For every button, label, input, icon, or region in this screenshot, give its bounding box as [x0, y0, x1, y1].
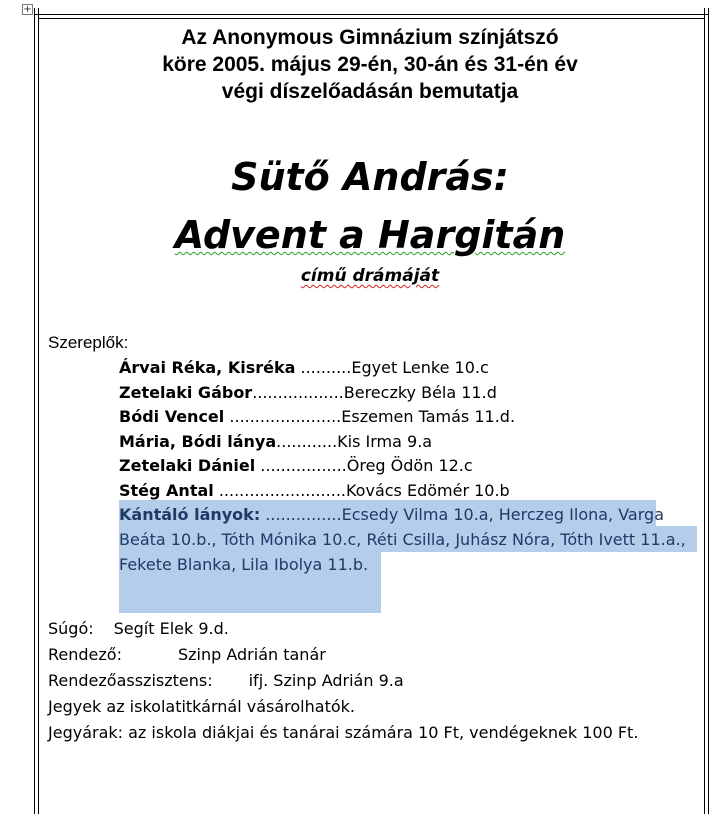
title-play: Advent a Hargitán: [174, 213, 566, 257]
cast-list: [119, 356, 699, 503]
page-border-right-outer: [708, 8, 709, 814]
rendezo-line: Rendező: Szinp Adrián tanár: [48, 645, 326, 664]
heading-line-2: köre 2005. május 29-én, 30-án és 31-én év: [162, 53, 578, 76]
cast-row: Zetelaki Dániel .................Öreg Ödön 12.c: [119, 456, 473, 475]
jegyek-line: Jegyek az iskolatitkárnál vásárolhatók.: [48, 697, 355, 716]
sugo-line: Súgó: Segít Elek 9.d.: [48, 619, 229, 638]
heading-line-3: végi díszelőadásán bemutatja: [221, 80, 519, 103]
cast-row: Stég Antal .........................Kovács Edömér 10.b: [119, 480, 510, 500]
move-handle-icon[interactable]: +: [23, 4, 32, 15]
footer-info: [48, 616, 708, 746]
asszisztens-line: Rendezőasszisztens: ifj. Szinp Adrián 9.a: [48, 671, 404, 690]
page-border-top-outer: [34, 14, 708, 15]
kantalo-line-2: Beáta 10.b., Tóth Mónika 10.c, Réti Csilla, Juhász Nóra, Tóth Ivett 11.a.,: [119, 530, 686, 549]
play-title: [40, 148, 700, 264]
cast-row: Mária, Bódi lánya............Kis Irma 9.a: [119, 431, 433, 451]
cast-row: Bódi Vencel ......................Eszemen Tamás 11.d.: [119, 407, 516, 426]
cast-row: Zetelaki Gábor..................Bereczky Béla 11.d: [119, 382, 497, 402]
page-border-left-outer: [34, 8, 35, 814]
subtitle: című drámáját: [300, 266, 440, 286]
title-author: Sütő András:: [231, 155, 509, 199]
page-border-left-inner: [38, 8, 39, 814]
kantalo-line-1: Kántáló lányok: ...............Ecsedy Vilma 10.a, Herczeg Ilona, Varga: [119, 505, 664, 524]
kantalo-line-3: Fekete Blanka, Lila Ibolya 11.b.: [119, 555, 369, 574]
kantalo-lanyok-text[interactable]: [119, 502, 699, 577]
cast-label: Szereplők:: [48, 333, 129, 352]
page-border-top-inner: [38, 18, 704, 19]
heading: [40, 24, 700, 105]
cast-row: Árvai Réka, Kisréka ..........Egyet Lenke 10.c: [119, 358, 489, 377]
heading-line-1: Az Anonymous Gimnázium színjátszó: [181, 26, 559, 49]
jegyarak-line: Jegyárak: az iskola diákjai és tanárai számára 10 Ft, vendégeknek 100 Ft.: [48, 723, 639, 742]
